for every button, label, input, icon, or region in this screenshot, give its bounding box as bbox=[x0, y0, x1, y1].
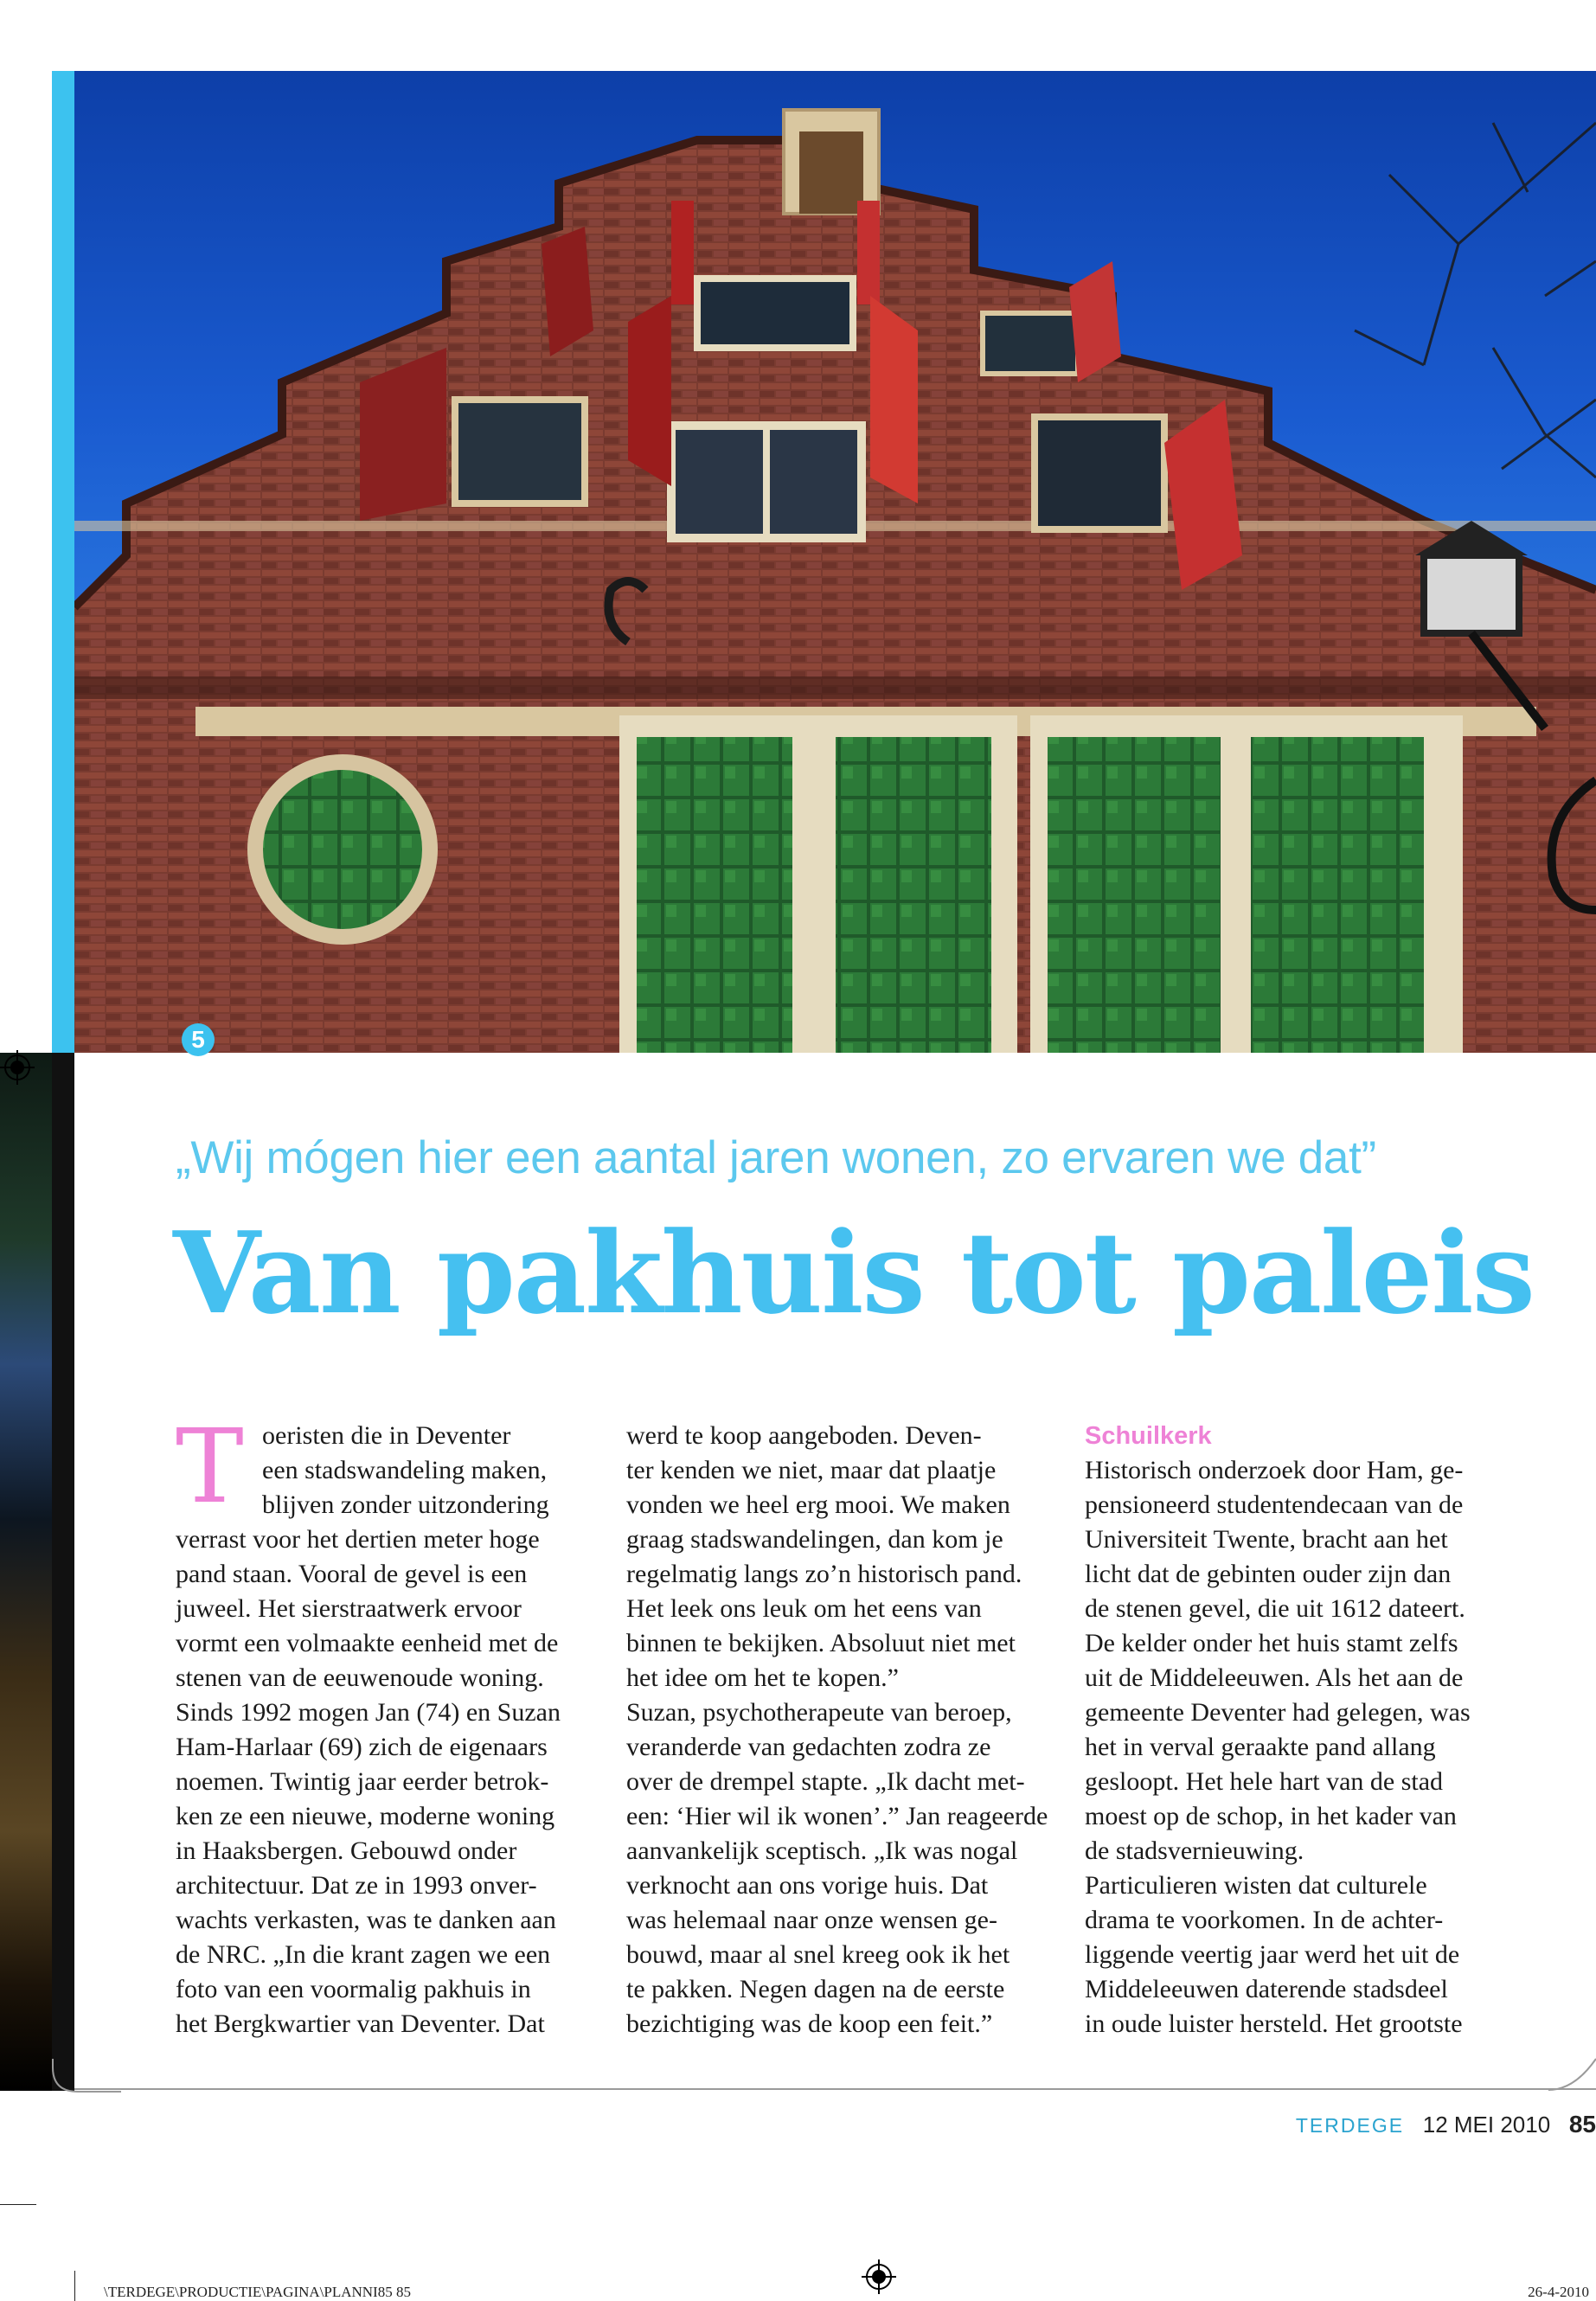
text-line: juweel. Het sierstraatwerk ervoor bbox=[176, 1594, 522, 1623]
text-line: ken ze een nieuwe, moderne woning bbox=[176, 1802, 555, 1830]
text-line: foto van een voormalig pakhuis in bbox=[176, 1975, 531, 2003]
article-column-3 bbox=[1085, 1419, 1471, 2041]
text-line: verrast voor het dertien meter hoge bbox=[176, 1525, 540, 1554]
tree-silhouette bbox=[1355, 123, 1596, 478]
print-slug: \TERDEGE\PRODUCTIE\PAGINA\PLANNI85 85 bbox=[104, 2284, 411, 2300]
text-line: te pakken. Negen dagen na de eerste bbox=[626, 1975, 1005, 2003]
text-line: werd te koop aangeboden. Deven- bbox=[626, 1421, 982, 1450]
spread-bleed-image bbox=[0, 1053, 52, 2091]
drop-cap: T bbox=[176, 1407, 244, 1526]
text-line: pand staan. Vooral de gevel is een bbox=[176, 1560, 528, 1588]
text-line: verknocht aan ons vorige huis. Dat bbox=[626, 1871, 989, 1900]
text-line: aanvankelijk sceptisch. „Ik was nogal bbox=[626, 1836, 1018, 1865]
text-line: Ham-Harlaar (69) zich de eigenaars bbox=[176, 1733, 548, 1761]
text-line: de stadsvernieuwing. bbox=[1085, 1836, 1304, 1865]
text-line: liggende veertig jaar werd het uit de bbox=[1085, 1940, 1460, 1969]
text-line: Sinds 1992 mogen Jan (74) en Suzan bbox=[176, 1698, 561, 1727]
trim-mark bbox=[0, 2204, 36, 2205]
text-line: Universiteit Twente, bracht aan het bbox=[1085, 1525, 1448, 1554]
text-line: blijven zonder uitzondering bbox=[262, 1490, 549, 1519]
photo-number-badge: 5 bbox=[182, 1023, 215, 1056]
text-line: oeristen die in Deventer bbox=[262, 1421, 511, 1450]
text-line: De kelder onder het huis stamt zelfs bbox=[1085, 1629, 1458, 1657]
text-line: een stadswandeling maken, bbox=[262, 1456, 548, 1484]
text-line: in Haaksbergen. Gebouwd onder bbox=[176, 1836, 517, 1865]
text-line: Suzan, psychotherapeute van beroep, bbox=[626, 1698, 1012, 1727]
text-line: pensioneerd studentendecaan van de bbox=[1085, 1490, 1464, 1519]
text-line: was helemaal naar onze wensen ge- bbox=[626, 1906, 997, 1934]
article-kicker: „Wij mógen hier een aantal jaren wonen, zo ervaren we dat” bbox=[176, 1132, 1376, 1183]
text-line: Particulieren wisten dat culturele bbox=[1085, 1871, 1427, 1900]
text-line: bezichtiging was de koop een feit.” bbox=[626, 2009, 993, 2038]
frame-corner bbox=[1548, 2041, 1596, 2093]
text-line: de NRC. „In die krant zagen we een bbox=[176, 1940, 551, 1969]
text-line: gemeente Deventer had gelegen, was bbox=[1085, 1698, 1471, 1727]
page-number: 85 bbox=[1568, 2111, 1596, 2138]
left-dark-strip bbox=[52, 1053, 74, 2091]
text-line: vormt een volmaakte eenheid met de bbox=[176, 1629, 559, 1657]
text-line: moest op de schop, in het kader van bbox=[1085, 1802, 1457, 1830]
text-line: drama te voorkomen. In de achter- bbox=[1085, 1906, 1444, 1934]
text-line: een: ‘Hier wil ik wonen’.” Jan reageerde bbox=[626, 1802, 1048, 1830]
text-line: Historisch onderzoek door Ham, ge- bbox=[1085, 1456, 1464, 1484]
text-line: veranderde van gedachten zodra ze bbox=[626, 1733, 991, 1761]
print-date: 26-4-2010 bbox=[1528, 2284, 1589, 2300]
text-line: binnen te bekijken. Absoluut niet met bbox=[626, 1629, 1016, 1657]
bottom-rule bbox=[74, 2088, 1596, 2090]
text-line: het idee om het te kopen.” bbox=[626, 1663, 899, 1692]
text-line: stenen van de eeuwenoude woning. bbox=[176, 1663, 544, 1692]
text-line: graag stadswandelingen, dan kom je bbox=[626, 1525, 1003, 1554]
article-column-2 bbox=[626, 1419, 1048, 2041]
text-line: architectuur. Dat ze in 1993 onver- bbox=[176, 1871, 537, 1900]
magazine-name: TERDEGE bbox=[1295, 2114, 1405, 2137]
trim-mark bbox=[74, 2271, 75, 2301]
facade-illustration bbox=[74, 71, 1596, 1053]
text-line: in oude luister hersteld. Het grootste bbox=[1085, 2009, 1463, 2038]
page-folio bbox=[1296, 2111, 1596, 2138]
text-line: licht dat de gebinten ouder zijn dan bbox=[1085, 1560, 1452, 1588]
text-line: ter kenden we niet, maar dat plaatje bbox=[626, 1456, 997, 1484]
article-column-1 bbox=[176, 1419, 561, 2041]
registration-mark-icon bbox=[0, 1050, 35, 1085]
text-line: noemen. Twintig jaar eerder betrok- bbox=[176, 1767, 549, 1796]
issue-date: 12 MEI 2010 bbox=[1422, 2112, 1551, 2138]
text-line: Middeleeuwen daterende stadsdeel bbox=[1085, 1975, 1448, 2003]
text-line: vonden we heel erg mooi. We maken bbox=[626, 1490, 1010, 1519]
section-subhead: Schuilkerk bbox=[1085, 1422, 1212, 1450]
text-line: over de drempel stapte. „Ik dacht met- bbox=[626, 1767, 1025, 1796]
text-line: het in verval geraakte pand allang bbox=[1085, 1733, 1436, 1761]
text-line: bouwd, maar al snel kreeg ook ik het bbox=[626, 1940, 1010, 1969]
text-line: regelmatig langs zo’n historisch pand. bbox=[626, 1560, 1022, 1588]
text-line: de stenen gevel, die uit 1612 dateert. bbox=[1085, 1594, 1465, 1623]
facade-photo bbox=[74, 71, 1596, 1053]
text-line: gesloopt. Het hele hart van de stad bbox=[1085, 1767, 1444, 1796]
registration-mark-icon bbox=[862, 2259, 896, 2294]
text-line: uit de Middeleeuwen. Als het aan de bbox=[1085, 1663, 1464, 1692]
text-line: het Bergkwartier van Deventer. Dat bbox=[176, 2009, 545, 2038]
text-line: wachts verkasten, was te danken aan bbox=[176, 1906, 556, 1934]
text-line: Het leek ons leuk om het eens van bbox=[626, 1594, 982, 1623]
left-accent-strip bbox=[52, 71, 74, 1053]
article-headline: Van pakhuis tot paleis bbox=[173, 1207, 1534, 1339]
